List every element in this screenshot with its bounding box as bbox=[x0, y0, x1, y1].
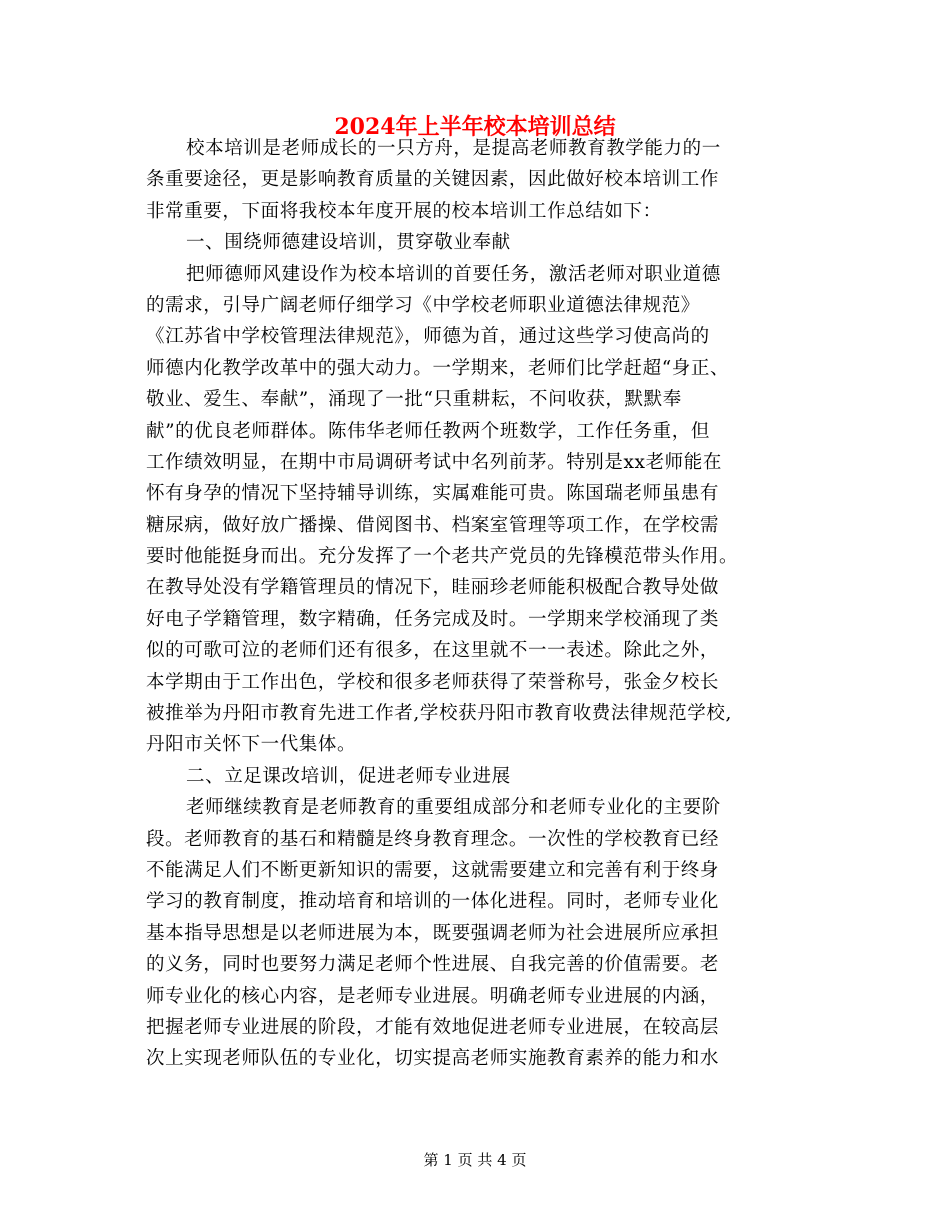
paragraph-line: 条重要途径，更是影响教育质量的关键因素，因此做好校本培训工作 bbox=[146, 169, 720, 191]
paragraph-line: 二、立足课改培训，促进老师专业进展 bbox=[186, 765, 511, 787]
paragraph-line: 段。老师教育的基石和精髓是终身教育理念。一次性的学校教育已经 bbox=[146, 828, 720, 850]
paragraph-line: 基本指导思想是以老师进展为本，既要强调老师为社会进展所应承担 bbox=[146, 922, 720, 944]
paragraph-line: 敬业、爱生、奉献”，涌现了一批“只重耕耘，不问收获，默默奉 bbox=[146, 389, 682, 411]
paragraph-line: 把师德师风建设作为校本培训的首要任务，激活老师对职业道德 bbox=[186, 263, 721, 285]
paragraph-line: 非常重要，下面将我校本年度开展的校本培训工作总结如下： bbox=[146, 200, 662, 222]
paragraph-line: 在教导处没有学籍管理员的情况下，眭丽珍老师能积极配合教导处做 bbox=[146, 577, 720, 599]
paragraph-line: 糖尿病，做好放广播操、借阅图书、档案室管理等项工作，在学校需 bbox=[146, 514, 720, 536]
paragraph-line: 一、围绕师德建设培训，贯穿敬业奉献 bbox=[186, 232, 511, 254]
paragraph-line: 校本培训是老师成长的一只方舟，是提高老师教育教学能力的一 bbox=[186, 138, 721, 159]
paragraph-line: 似的可歌可泣的老师们还有很多，在这里就不一一表述。除此之外， bbox=[146, 640, 720, 662]
paragraph-line: 次上实现老师队伍的专业化，切实提高老师实施教育素养的能力和水 bbox=[146, 1048, 720, 1070]
paragraph-line: 被推举为丹阳市教育先进工作者,学校获丹阳市教育收费法律规范学校, bbox=[146, 703, 732, 725]
paragraph-line: 师专业化的核心内容，是老师专业进展。明确老师专业进展的内涵， bbox=[146, 985, 720, 1007]
paragraph-line: 《江苏省中学校管理法律规范》，师德为首，通过这些学习使高尚的 bbox=[146, 326, 710, 348]
paragraph-line: 把握老师专业进展的阶段，才能有效地促进老师专业进展，在较高层 bbox=[146, 1016, 720, 1038]
paragraph-line: 工作绩效明显，在期中市局调研考试中名列前茅。特别是xx老师能在 bbox=[146, 451, 722, 473]
document-title: 2024年上半年校本培训总结 bbox=[334, 114, 616, 140]
page-footer: 第 1 页 共 4 页 bbox=[423, 1151, 527, 1169]
paragraph-line: 的义务，同时也要努力满足老师个性进展、自我完善的价值需要。老 bbox=[146, 954, 720, 976]
paragraph-line: 学习的教育制度，推动培育和培训的一体化进程。同时，老师专业化 bbox=[146, 891, 720, 913]
paragraph-line: 不能满足人们不断更新知识的需要，这就需要建立和完善有利于终身 bbox=[146, 859, 720, 881]
paragraph-line: 怀有身孕的情况下坚持辅导训练，实属难能可贵。陈国瑞老师虽患有 bbox=[146, 483, 720, 505]
document-body bbox=[146, 133, 806, 1075]
paragraph-line: 老师继续教育是老师教育的重要组成部分和老师专业化的主要阶 bbox=[186, 797, 721, 819]
paragraph-line: 丹阳市关怀下一代集体。 bbox=[146, 734, 357, 756]
paragraph-line: 要时他能挺身而出。充分发挥了一个老共产党员的先锋模范带头作用。 bbox=[146, 546, 739, 568]
paragraph-line: 好电子学籍管理，数字精确，任务完成及时。一学期来学校涌现了类 bbox=[146, 608, 720, 630]
paragraph-line: 的需求，引导广阔老师仔细学习《中学校老师职业道德法律规范》 bbox=[146, 294, 700, 316]
paragraph-line: 献”的优良老师群体。陈伟华老师任教两个班数学，工作任务重，但 bbox=[146, 420, 710, 442]
paragraph-line: 本学期由于工作出色，学校和很多老师获得了荣誉称号，张金夕校长 bbox=[146, 671, 720, 693]
paragraph-line: 师德内化教学改革中的强大动力。一学期来，老师们比学赶超“身正、 bbox=[146, 357, 730, 379]
